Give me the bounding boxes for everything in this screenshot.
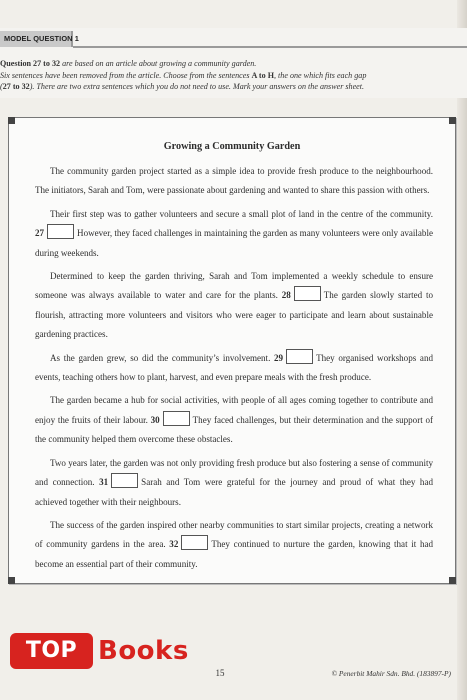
question-instructions [0, 58, 456, 93]
instruction-text: ( [0, 82, 3, 92]
gap-answer-box [47, 224, 74, 239]
paragraph-text: They faced challenges, but their determination and the support of the community helped them overcome these obstacles. [35, 414, 433, 445]
gap-number: 29 [274, 352, 284, 363]
question-range: Question 27 to 32 [0, 59, 61, 68]
sentence-range: A to H [251, 70, 274, 80]
paragraph-2 [35, 205, 433, 263]
paragraph-text: Their first step was to gather volunteers and secure a small plot of land in the centre of the community. [50, 208, 433, 219]
paragraph-text: However, they faced challenges in maintaining the garden as many volunteers were only available during weekends. [35, 228, 433, 258]
paragraph-text: The garden slowly started to flourish, attracting more volunteers and visitors who were eager to participate and learn about sustainable gardening practices. [35, 290, 433, 340]
gap-answer-box [111, 473, 138, 488]
instruction-lead: are based on an article about growing a community garden. [60, 59, 257, 68]
paragraph-text: Two years later, the garden was not only providing fresh produce but also fostering a sense of community and connection. [35, 457, 433, 488]
paragraph-3 [35, 267, 433, 345]
article-body [35, 162, 433, 578]
corner-mark [449, 577, 456, 584]
instruction-text: Six sentences have been removed from the article. Choose from the sentences [0, 70, 252, 80]
gap-answer-box [294, 286, 321, 301]
paragraph-7 [35, 516, 433, 574]
gap-number: 30 [150, 414, 160, 425]
article-box [8, 117, 456, 584]
paragraph-text: The garden became a hub for social activities, with people of all ages coming together to contribute and enjoy the fruits of their labour. [35, 395, 433, 425]
instruction-line-2 [0, 70, 456, 82]
header-rule [73, 46, 467, 48]
corner-mark [8, 117, 15, 124]
gap-answer-box [286, 349, 313, 364]
article-title: Growing a Community Garden [163, 141, 301, 152]
section-label: MODEL QUESTION 1 [0, 31, 73, 47]
instruction-line-3 [0, 81, 456, 93]
copyright-notice: © Penerbit Mahir Sdn. Bhd. (183897-P) [331, 669, 451, 678]
gap-number: 31 [99, 477, 109, 488]
topbooks-logo-text: Books [98, 636, 189, 666]
gap-range: 27 to 32 [2, 82, 30, 92]
paragraph-text: Sarah and Tom were grateful for the journey and proud of what they had achieved together with their neighbours. [35, 477, 433, 507]
page-edge-shadow [457, 0, 467, 700]
paragraph-4 [35, 349, 433, 388]
instruction-text: , the one which fits each gap [274, 70, 367, 80]
gap-answer-box [163, 411, 190, 426]
corner-mark [8, 577, 15, 584]
gap-answer-box [181, 535, 208, 550]
page-number: 15 [215, 668, 225, 678]
instruction-text: ). There are two extra sentences which you do not need to use. Mark your answers on the answer sheet. [29, 82, 365, 92]
paragraph-text: The success of the garden inspired other nearby communities to start similar projects, creating a network of community gardens in the area. [35, 519, 433, 550]
gap-number: 32 [169, 539, 179, 550]
paragraph-1: The community garden project started as a simple idea to provide fresh produce to the neighbourhood. The initiators, Sarah and Tom, were passionate about gardening and wanted to share this passion with others. [35, 166, 433, 196]
paragraph-text: Determined to keep the garden thriving, Sarah and Tom implemented a weekly schedule to ensure someone was always available to water and care for the plants. [35, 271, 433, 301]
paragraph-6 [35, 454, 433, 512]
paragraph-5 [35, 391, 433, 449]
paragraph-text: They continued to nurture the garden, knowing that it had become an essential part of their community. [35, 539, 433, 569]
paragraph-text: As the garden grew, so did the community’s involvement. [50, 352, 271, 363]
topbooks-logo-badge: TOP [10, 633, 93, 669]
corner-mark [449, 117, 456, 124]
paragraph-text: They organised workshops and events, teaching others how to plant, harvest, and even prepare meals with the fresh produce. [35, 352, 433, 383]
gap-number: 27 [35, 228, 45, 239]
gap-number: 28 [281, 290, 291, 301]
instruction-line-1 [0, 58, 456, 70]
